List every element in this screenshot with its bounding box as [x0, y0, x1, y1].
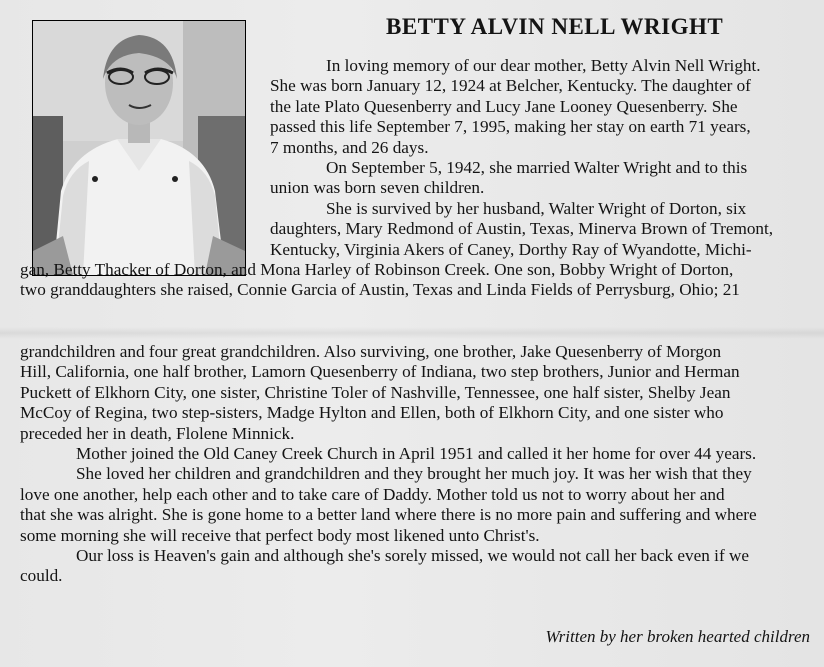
- obituary-title: BETTY ALVIN NELL WRIGHT: [386, 14, 724, 39]
- text-line: She was born January 12, 1924 at Belcher, Kentucky. The daughter of: [270, 76, 751, 96]
- text-line: gan, Betty Thacker of Dorton, and Mona Harley of Robinson Creek. One son, Bobby Wright of Dorton,: [20, 260, 734, 279]
- text-line: the late Plato Quesenberry and Lucy Jane Looney Quesenberry. She: [270, 96, 738, 116]
- text-line: Puckett of Elkhorn City, one sister, Christine Toler of Nashville, Tennessee, one half sister, Shelby Jean: [20, 382, 731, 402]
- text-line: grandchildren and four great grandchildren. Also surviving, one brother, Jake Quesenberry of Morgon: [20, 342, 722, 361]
- text-line: She loved her children and grandchildren and they brought her much joy. It was her wish that they: [76, 464, 752, 484]
- text-line: On September 5, 1942, she married Walter Wright and to this: [326, 158, 748, 178]
- page-seam: [0, 327, 824, 339]
- obituary-body-top: [270, 56, 810, 260]
- portrait-photo-icon: [33, 21, 245, 275]
- text-line: could.: [20, 566, 63, 586]
- text-line: some morning she will receive that perfect body most likened unto Christ's.: [20, 525, 540, 545]
- text-line: 7 months, and 26 days.: [270, 137, 429, 157]
- obituary-body-mid: [20, 260, 810, 301]
- obituary-body-bottom: [20, 342, 810, 587]
- text-line: Our loss is Heaven's gain and although she's sorely missed, we would not call her back even if we: [76, 546, 750, 566]
- text-line: that she was alright. She is gone home to a better land where there is no more pain and suffering and where: [20, 505, 757, 525]
- text-line: She is survived by her husband, Walter Wright of Dorton, six: [326, 198, 747, 218]
- text-line: passed this life September 7, 1995, making her stay on earth 71 years,: [270, 117, 751, 137]
- text-line: Kentucky, Virginia Akers of Caney, Dorthy Ray of Wyandotte, Michi-: [270, 239, 752, 259]
- obituary-signature: Written by her broken hearted children: [545, 627, 810, 646]
- text-line: preceded her in death, Flolene Minnick.: [20, 423, 295, 443]
- text-line: union was born seven children.: [270, 178, 485, 198]
- text-line: In loving memory of our dear mother, Betty Alvin Nell Wright.: [326, 56, 761, 75]
- text-line: love one another, help each other and to take care of Daddy. Mother told us not to worry about her and: [20, 484, 725, 504]
- text-line: Mother joined the Old Caney Creek Church in April 1951 and called it her home for over 44 years.: [76, 444, 757, 464]
- text-line: McCoy of Regina, two step-sisters, Madge Hylton and Ellen, both of Elkhorn City, and one sister who: [20, 403, 724, 423]
- portrait-photo: [32, 20, 246, 276]
- text-line: Hill, California, one half brother, Lamorn Quesenberry of Indiana, two step brothers, Junior and Herman: [20, 362, 740, 382]
- text-line: daughters, Mary Redmond of Austin, Texas, Minerva Brown of Tremont,: [270, 219, 774, 239]
- text-line: two granddaughters she raised, Connie Garcia of Austin, Texas and Linda Fields of Perrysburg, Ohio; 21: [20, 280, 740, 300]
